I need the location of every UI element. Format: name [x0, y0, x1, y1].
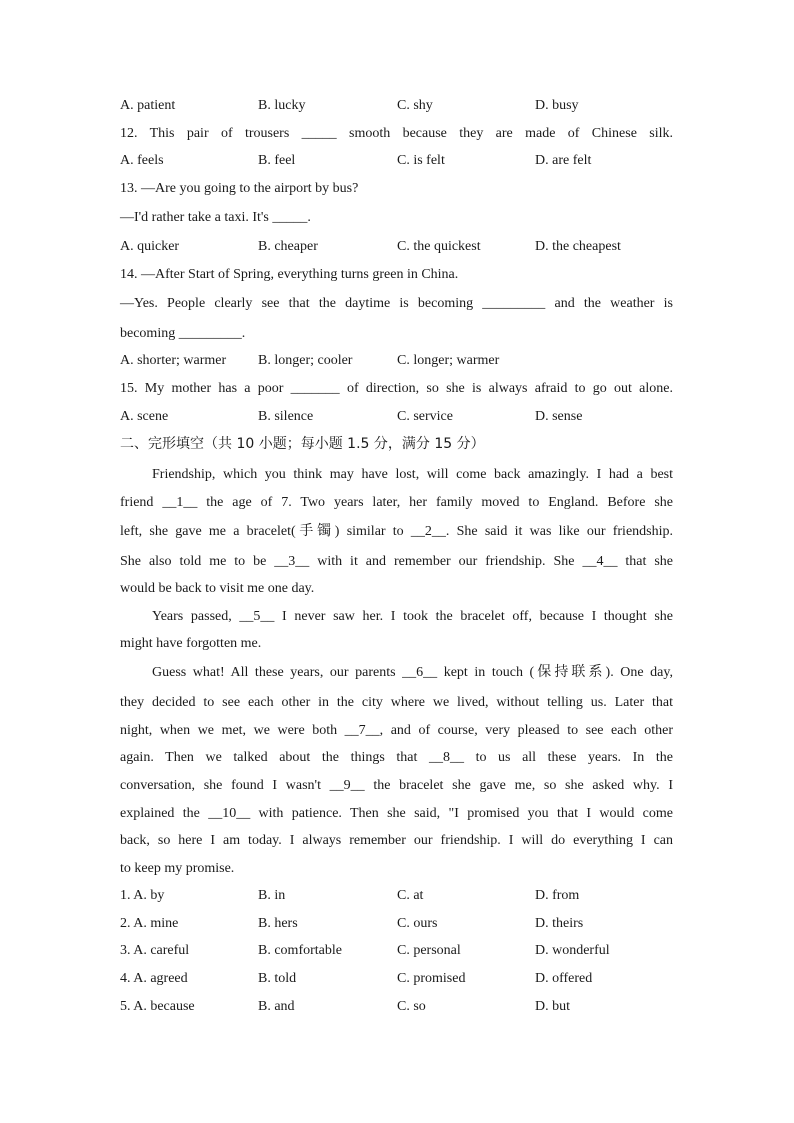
- passage-line: night, when we met, we were both __7__, and of course, very pleased to see each other: [120, 723, 673, 738]
- q11-option-b: B. lucky: [258, 98, 306, 113]
- cloze-3-option-b: B. comfortable: [258, 943, 342, 958]
- passage-line: explained the __10__ with patience. Then she said, "I promised you that I would come: [120, 806, 673, 821]
- q12-option-a: A. feels: [120, 153, 164, 168]
- q13-stem-2: —I'd rather take a taxi. It's _____.: [120, 210, 311, 225]
- q15-option-d: D. sense: [535, 409, 583, 424]
- q13-option-b: B. cheaper: [258, 239, 318, 254]
- cloze-4-option-c: C. promised: [397, 971, 466, 986]
- passage-line: back, so here I am today. I always remember our friendship. I will do everything I can: [120, 833, 673, 848]
- q11-option-a: A. patient: [120, 98, 176, 113]
- passage-line: would be back to visit me one day.: [120, 581, 315, 596]
- q11-option-c: C. shy: [397, 98, 433, 113]
- passage-line: conversation, she found I wasn't __9__ the bracelet she gave me, so she asked why. I: [120, 778, 673, 793]
- cloze-2-option-d: D. theirs: [535, 916, 584, 931]
- cloze-1-option-b: B. in: [258, 888, 286, 903]
- q15-stem: 15. My mother has a poor _______ of direction, so she is always afraid to go out alone.: [120, 381, 673, 396]
- cloze-3-option-d: D. wonderful: [535, 943, 610, 958]
- q15-option-a: A. scene: [120, 409, 169, 424]
- cloze-2-option-b: B. hers: [258, 916, 298, 931]
- passage-line: again. Then we talked about the things that __8__ to us all these years. In the: [120, 750, 673, 765]
- q14-option-b: B. longer; cooler: [258, 353, 353, 368]
- cloze-2-option-c: C. ours: [397, 916, 438, 931]
- cloze-2-option-a: 2. A. mine: [120, 916, 179, 931]
- q12-option-b: B. feel: [258, 153, 296, 168]
- q14-option-a: A. shorter; warmer: [120, 353, 227, 368]
- cloze-5-option-d: D. but: [535, 999, 570, 1014]
- passage-line: Friendship, which you think may have lost, will come back amazingly. I had a best: [152, 467, 673, 482]
- q12-option-c: C. is felt: [397, 153, 445, 168]
- q13-option-a: A. quicker: [120, 239, 180, 254]
- passage-line: they decided to see each other in the city where we lived, without telling us. Later that: [120, 695, 673, 710]
- passage-line: friend __1__ the age of 7. Two years later, her family moved to England. Before she: [120, 495, 673, 510]
- q12-option-d: D. are felt: [535, 153, 592, 168]
- cloze-5-option-c: C. so: [397, 999, 426, 1014]
- cloze-1-option-a: 1. A. by: [120, 888, 165, 903]
- q13-option-d: D. the cheapest: [535, 239, 621, 254]
- q14-stem-2: —Yes. People clearly see that the daytime is becoming _________ and the weather is: [120, 296, 673, 311]
- section-2-heading: 二、完形填空（共 10 小题；每小题 1.5 分，满分 15 分）: [120, 436, 485, 452]
- cloze-4-option-b: B. told: [258, 971, 297, 986]
- passage-line: to keep my promise.: [120, 861, 235, 876]
- q14-stem-1: 14. —After Start of Spring, everything turns green in China.: [120, 267, 459, 282]
- cloze-5-option-b: B. and: [258, 999, 295, 1014]
- q15-option-b: B. silence: [258, 409, 314, 424]
- q11-option-d: D. busy: [535, 98, 579, 113]
- q13-option-c: C. the quickest: [397, 239, 481, 254]
- q15-option-c: C. service: [397, 409, 453, 424]
- passage-line: She also told me to be __3__ with it and remember our friendship. She __4__ that she: [120, 554, 673, 569]
- cloze-1-option-c: C. at: [397, 888, 424, 903]
- cloze-3-option-c: C. personal: [397, 943, 461, 958]
- passage-line: left, she gave me a bracelet(手镯) similar to __2__. She said it was like our friendship.: [120, 524, 673, 539]
- passage-line: might have forgotten me.: [120, 636, 262, 651]
- passage-line: Guess what! All these years, our parents __6__ kept in touch (保持联系). One day,: [152, 665, 673, 680]
- passage-line: Years passed, __5__ I never saw her. I took the bracelet off, because I thought she: [152, 609, 673, 624]
- q14-stem-3: becoming _________.: [120, 326, 246, 341]
- cloze-3-option-a: 3. A. careful: [120, 943, 190, 958]
- q13-stem-1: 13. —Are you going to the airport by bus?: [120, 181, 359, 196]
- cloze-4-option-d: D. offered: [535, 971, 593, 986]
- cloze-1-option-d: D. from: [535, 888, 580, 903]
- q12-stem: 12. This pair of trousers _____ smooth because they are made of Chinese silk.: [120, 126, 673, 141]
- cloze-5-option-a: 5. A. because: [120, 999, 195, 1014]
- q14-option-c: C. longer; warmer: [397, 353, 500, 368]
- cloze-4-option-a: 4. A. agreed: [120, 971, 188, 986]
